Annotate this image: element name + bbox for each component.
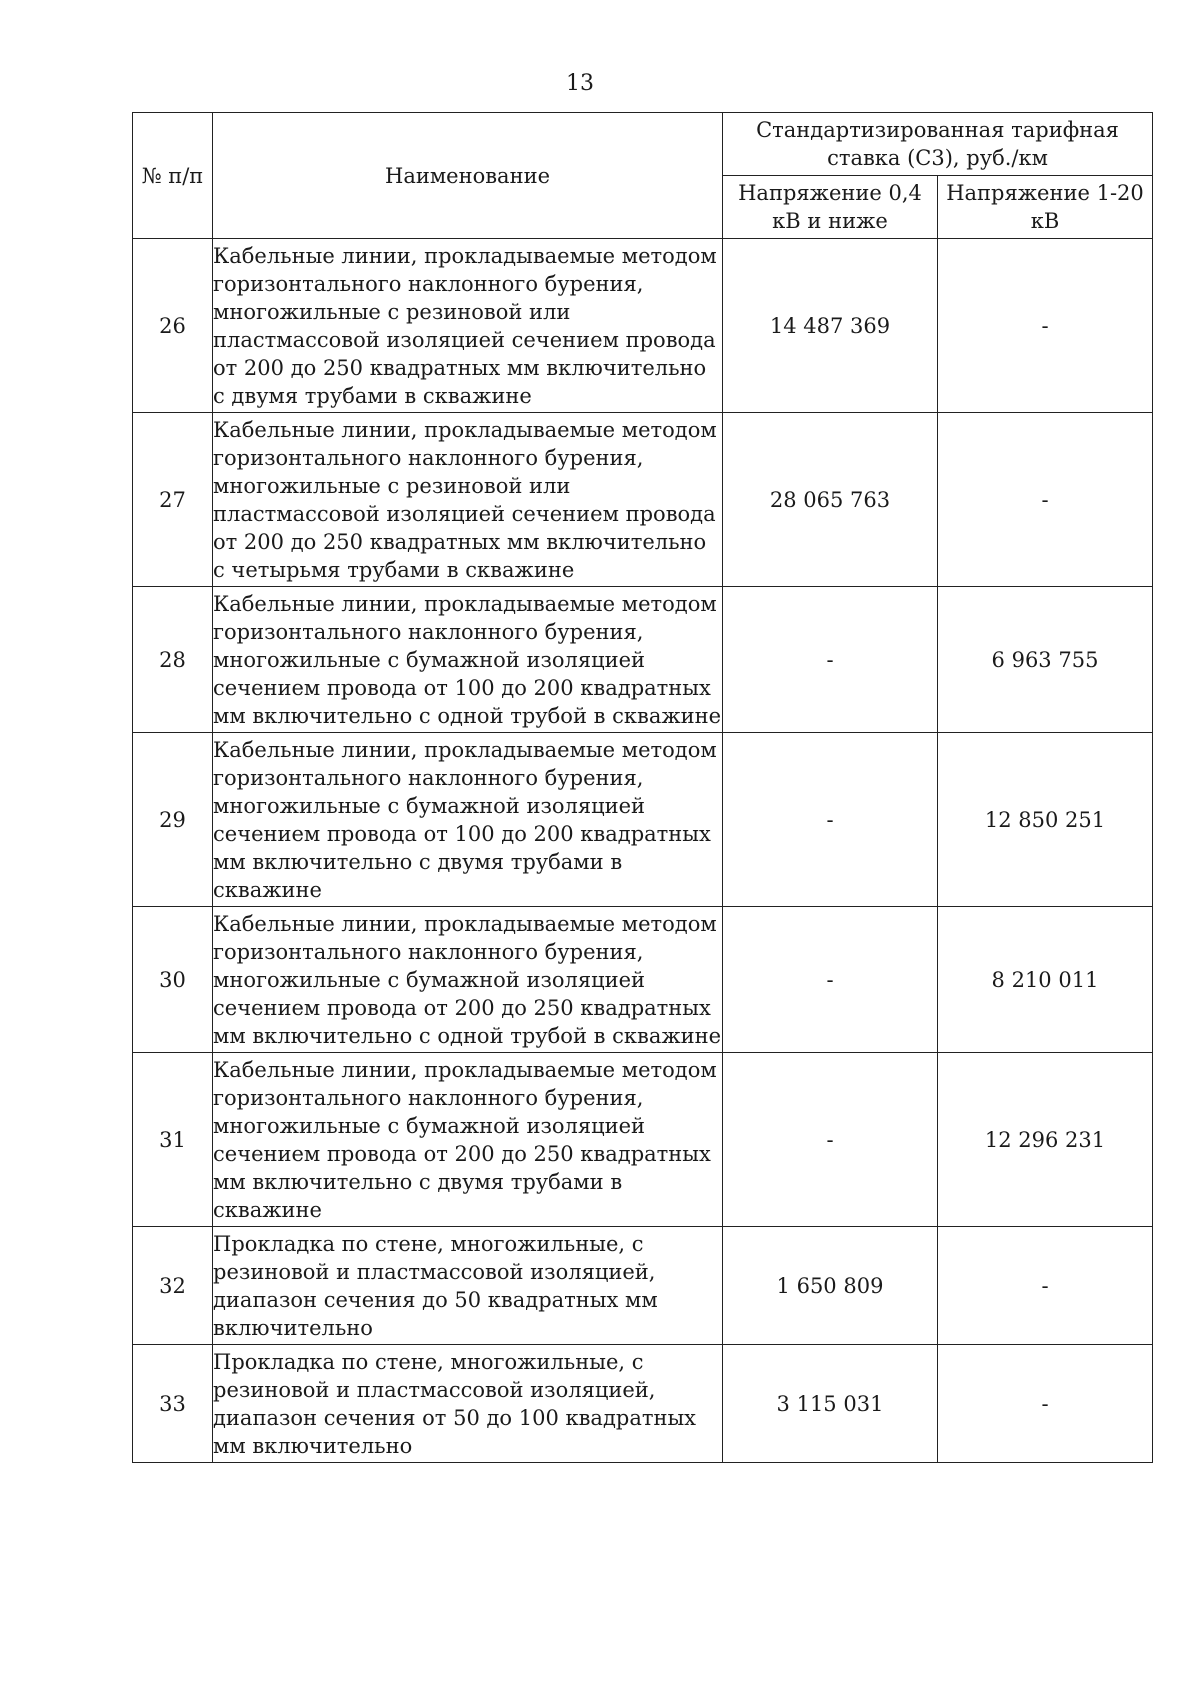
row-number: 27 [133, 413, 213, 587]
column-header-rate-group: Стандартизированная тарифная ставка (С3), руб./км [723, 113, 1153, 176]
page-number: 13 [566, 71, 594, 96]
table-row [133, 587, 1153, 733]
table-row [133, 733, 1153, 907]
row-rate-voltage-1-20: - [938, 413, 1153, 587]
column-header-voltage-04: Напряжение 0,4 кВ и ниже [723, 176, 938, 239]
column-header-voltage-1-20: Напряжение 1-20 кВ [938, 176, 1153, 239]
row-rate-voltage-04: - [723, 1053, 938, 1227]
table-row [133, 907, 1153, 1053]
row-rate-voltage-04: 1 650 809 [723, 1227, 938, 1345]
row-rate-voltage-1-20: 6 963 755 [938, 587, 1153, 733]
row-name: Кабельные линии, прокладываемые методом горизонтального наклонного бурения, многожильные с резиновой или пластмассовой изоляцией сечением провода от 200 до 250 квадратных мм включительно с двумя трубами в скважине [213, 239, 723, 413]
table-row [133, 413, 1153, 587]
row-name: Кабельные линии, прокладываемые методом горизонтального наклонного бурения, многожильные с резиновой или пластмассовой изоляцией сечением провода от 200 до 250 квадратных мм включительно с четырьмя трубами в скважине [213, 413, 723, 587]
row-rate-voltage-1-20: 8 210 011 [938, 907, 1153, 1053]
tariff-table [132, 112, 1153, 1463]
row-rate-voltage-1-20: - [938, 1345, 1153, 1463]
row-name: Кабельные линии, прокладываемые методом горизонтального наклонного бурения, многожильные с бумажной изоляцией сечением провода от 200 до 250 квадратных мм включительно с двумя трубами в скважине [213, 1053, 723, 1227]
row-number: 33 [133, 1345, 213, 1463]
table-header [133, 113, 1153, 239]
table-row [133, 1345, 1153, 1463]
row-name: Кабельные линии, прокладываемые методом горизонтального наклонного бурения, многожильные с бумажной изоляцией сечением провода от 200 до 250 квадратных мм включительно с одной трубой в скважине [213, 907, 723, 1053]
row-rate-voltage-04: 3 115 031 [723, 1345, 938, 1463]
row-number: 31 [133, 1053, 213, 1227]
column-header-number: № п/п [133, 113, 213, 239]
row-name: Кабельные линии, прокладываемые методом горизонтального наклонного бурения, многожильные с бумажной изоляцией сечением провода от 100 до 200 квадратных мм включительно с двумя трубами в скважине [213, 733, 723, 907]
table-row [133, 1227, 1153, 1345]
row-name: Прокладка по стене, многожильные, с резиновой и пластмассовой изоляцией, диапазон сечения до 50 квадратных мм включительно [213, 1227, 723, 1345]
header-row [133, 113, 1153, 176]
row-rate-voltage-04: - [723, 587, 938, 733]
row-number: 29 [133, 733, 213, 907]
column-header-name: Наименование [213, 113, 723, 239]
row-name: Прокладка по стене, многожильные, с резиновой и пластмассовой изоляцией, диапазон сечения от 50 до 100 квадратных мм включительно [213, 1345, 723, 1463]
row-name: Кабельные линии, прокладываемые методом горизонтального наклонного бурения, многожильные с бумажной изоляцией сечением провода от 100 до 200 квадратных мм включительно с одной трубой в скважине [213, 587, 723, 733]
row-rate-voltage-04: 28 065 763 [723, 413, 938, 587]
row-rate-voltage-1-20: - [938, 1227, 1153, 1345]
row-number: 30 [133, 907, 213, 1053]
table-row [133, 1053, 1153, 1227]
row-rate-voltage-1-20: - [938, 239, 1153, 413]
row-rate-voltage-04: 14 487 369 [723, 239, 938, 413]
table-row [133, 239, 1153, 413]
row-rate-voltage-1-20: 12 850 251 [938, 733, 1153, 907]
row-number: 28 [133, 587, 213, 733]
row-number: 32 [133, 1227, 213, 1345]
row-rate-voltage-1-20: 12 296 231 [938, 1053, 1153, 1227]
row-number: 26 [133, 239, 213, 413]
row-rate-voltage-04: - [723, 907, 938, 1053]
row-rate-voltage-04: - [723, 733, 938, 907]
table-body [133, 239, 1153, 1463]
